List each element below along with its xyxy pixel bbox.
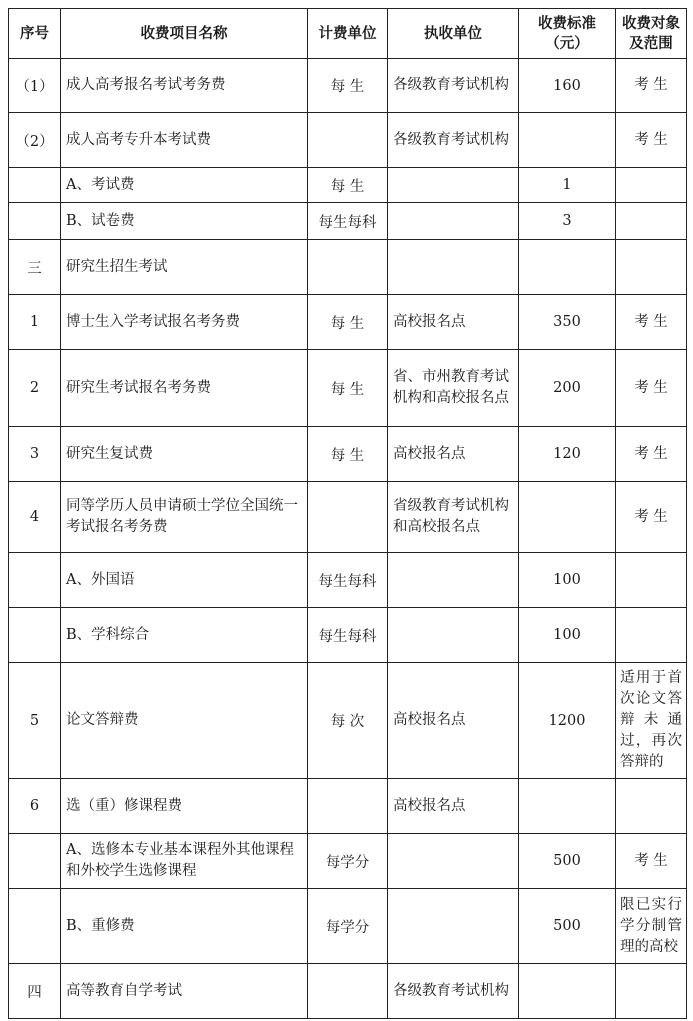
- row-name: 成人高考报名考试考务费: [61, 59, 308, 113]
- row-unit: [308, 113, 388, 168]
- row-org: 各级教育考试机构: [388, 113, 519, 168]
- row-scope: 考 生: [616, 113, 687, 168]
- header-unit: 计费单位: [308, 9, 388, 59]
- row-std: [519, 964, 616, 1019]
- table-row: [9, 834, 687, 889]
- row-unit: 每 生: [308, 59, 388, 113]
- row-unit: 每学分: [308, 834, 388, 889]
- row-scope: 考 生: [616, 59, 687, 113]
- row-org: [388, 240, 519, 295]
- row-no: [9, 834, 61, 889]
- row-unit: 每生每科: [308, 608, 388, 663]
- row-unit: 每 生: [308, 295, 388, 350]
- row-name: A、考试费: [61, 168, 308, 203]
- row-std: 1: [519, 168, 616, 203]
- row-std: [519, 482, 616, 553]
- row-unit: 每学分: [308, 889, 388, 964]
- row-name: A、外国语: [61, 553, 308, 608]
- row-org: 省级教育考试机构和高校报名点: [388, 482, 519, 553]
- row-no: [9, 203, 61, 240]
- row-no: [9, 168, 61, 203]
- header-row: [9, 9, 687, 59]
- row-scope: 考 生: [616, 482, 687, 553]
- row-no: 6: [9, 779, 61, 834]
- row-org: 各级教育考试机构: [388, 964, 519, 1019]
- row-unit: 每生每科: [308, 553, 388, 608]
- table-row: [9, 889, 687, 964]
- row-unit: 每生每科: [308, 203, 388, 240]
- row-scope: [616, 608, 687, 663]
- row-scope: 考 生: [616, 834, 687, 889]
- row-name: A、选修本专业基本课程外其他课程和外校学生选修课程: [61, 834, 308, 889]
- table-row: [9, 59, 687, 113]
- row-std: 3: [519, 203, 616, 240]
- row-name: 博士生入学考试报名考务费: [61, 295, 308, 350]
- row-org: [388, 203, 519, 240]
- row-no: [9, 553, 61, 608]
- row-unit: 每 生: [308, 168, 388, 203]
- row-name: 研究生招生考试: [61, 240, 308, 295]
- table-row: [9, 608, 687, 663]
- row-unit: 每 次: [308, 663, 388, 779]
- table-row: [9, 553, 687, 608]
- table-row: [9, 113, 687, 168]
- row-unit: [308, 779, 388, 834]
- row-scope: 限已实行学分制管理的高校: [616, 889, 687, 964]
- row-org: [388, 608, 519, 663]
- header-std: 收费标准（元）: [519, 9, 616, 59]
- table-row: [9, 482, 687, 553]
- row-org: [388, 168, 519, 203]
- header-no: 序号: [9, 9, 61, 59]
- row-name: 研究生复试费: [61, 427, 308, 482]
- table-row: [9, 779, 687, 834]
- table-row: [9, 663, 687, 779]
- table-row: [9, 427, 687, 482]
- row-name: B、学科综合: [61, 608, 308, 663]
- row-scope: [616, 779, 687, 834]
- row-name: 论文答辩费: [61, 663, 308, 779]
- row-scope: [616, 168, 687, 203]
- row-no: 四: [9, 964, 61, 1019]
- row-unit: 每 生: [308, 350, 388, 427]
- header-name: 收费项目名称: [61, 9, 308, 59]
- row-std: 350: [519, 295, 616, 350]
- row-unit: [308, 964, 388, 1019]
- row-std: [519, 113, 616, 168]
- row-scope: [616, 240, 687, 295]
- row-scope: [616, 553, 687, 608]
- row-scope: [616, 203, 687, 240]
- row-scope: [616, 964, 687, 1019]
- row-unit: [308, 240, 388, 295]
- table-row: [9, 240, 687, 295]
- row-name: 高等教育自学考试: [61, 964, 308, 1019]
- row-unit: [308, 482, 388, 553]
- row-no: 2: [9, 350, 61, 427]
- row-org: [388, 834, 519, 889]
- row-name: 同等学历人员申请硕士学位全国统一考试报名考务费: [61, 482, 308, 553]
- row-std: 100: [519, 608, 616, 663]
- row-no: 三: [9, 240, 61, 295]
- row-std: [519, 779, 616, 834]
- row-name: B、重修费: [61, 889, 308, 964]
- row-scope: 适用于首次论文答辩未通过，再次答辩的: [616, 663, 687, 779]
- row-no: 1: [9, 295, 61, 350]
- row-scope: 考 生: [616, 350, 687, 427]
- row-org: 高校报名点: [388, 295, 519, 350]
- row-org: 高校报名点: [388, 427, 519, 482]
- row-org: 高校报名点: [388, 663, 519, 779]
- row-std: 1200: [519, 663, 616, 779]
- row-no: [9, 889, 61, 964]
- row-org: 高校报名点: [388, 779, 519, 834]
- row-std: 120: [519, 427, 616, 482]
- table-row: [9, 168, 687, 203]
- row-no: （1）: [9, 59, 61, 113]
- table-row: [9, 295, 687, 350]
- row-no: （2）: [9, 113, 61, 168]
- fee-table: [8, 8, 687, 1019]
- row-org: 各级教育考试机构: [388, 59, 519, 113]
- row-name: 选（重）修课程费: [61, 779, 308, 834]
- row-scope: 考 生: [616, 427, 687, 482]
- row-org: [388, 889, 519, 964]
- row-std: 160: [519, 59, 616, 113]
- table-row: [9, 350, 687, 427]
- row-unit: 每 生: [308, 427, 388, 482]
- row-std: 100: [519, 553, 616, 608]
- header-scope: 收费对象及范围: [616, 9, 687, 59]
- table-row: [9, 203, 687, 240]
- row-org: [388, 553, 519, 608]
- row-std: 500: [519, 834, 616, 889]
- row-org: 省、市州教育考试机构和高校报名点: [388, 350, 519, 427]
- row-name: 研究生考试报名考务费: [61, 350, 308, 427]
- table-row: [9, 964, 687, 1019]
- row-std: 500: [519, 889, 616, 964]
- row-no: 3: [9, 427, 61, 482]
- row-scope: 考 生: [616, 295, 687, 350]
- row-no: 4: [9, 482, 61, 553]
- row-no: [9, 608, 61, 663]
- row-std: 200: [519, 350, 616, 427]
- row-no: 5: [9, 663, 61, 779]
- row-std: [519, 240, 616, 295]
- row-name: B、试卷费: [61, 203, 308, 240]
- header-org: 执收单位: [388, 9, 519, 59]
- row-name: 成人高考专升本考试费: [61, 113, 308, 168]
